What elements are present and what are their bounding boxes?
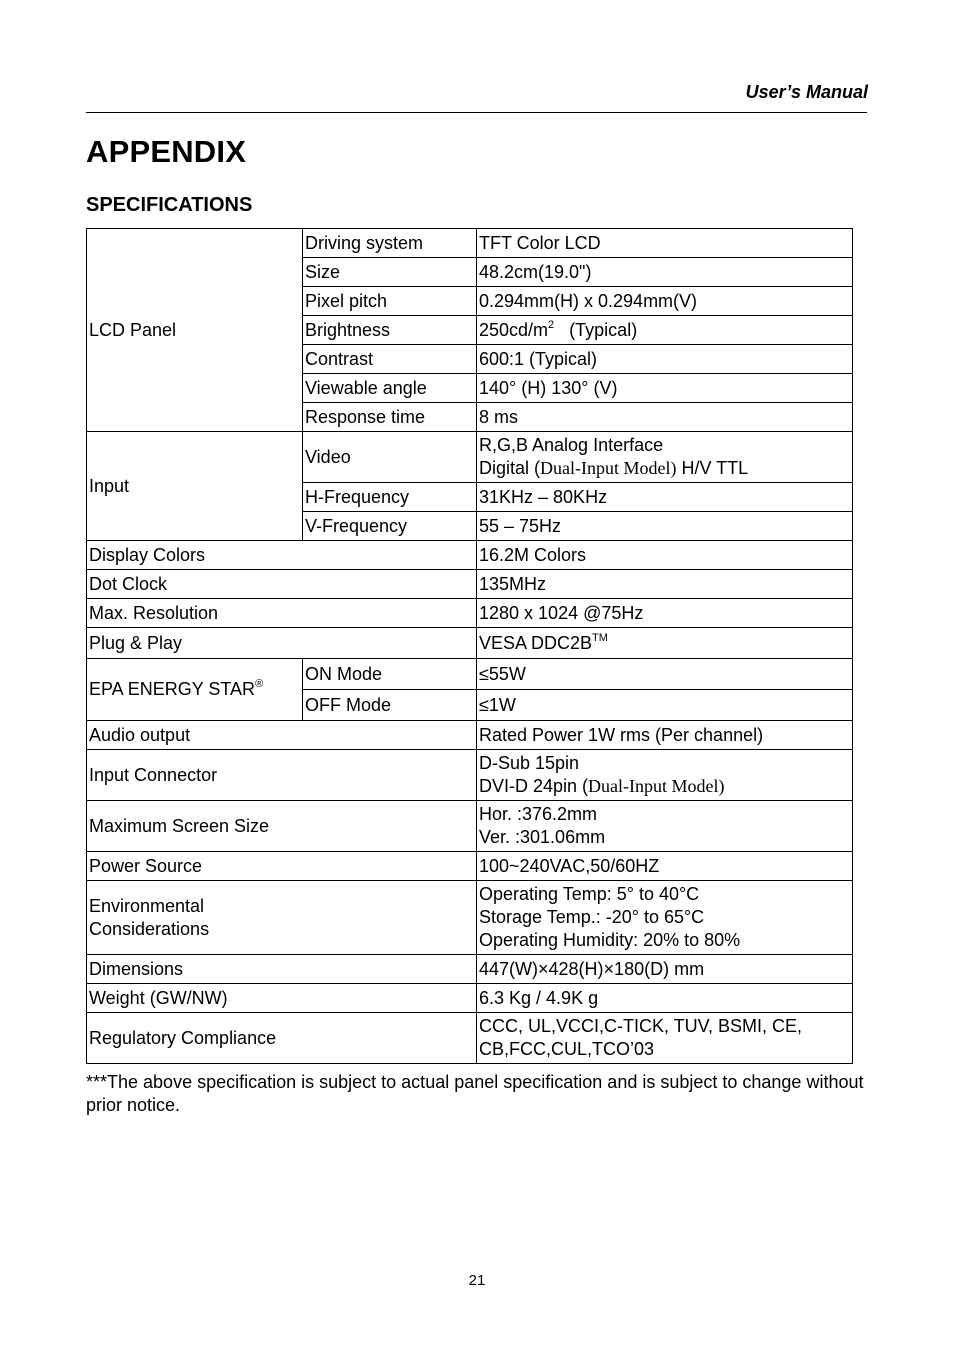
spec-label: [87, 881, 477, 955]
storage-temp: Storage Temp.: -20° to 65°C: [479, 907, 705, 927]
table-row: [87, 801, 853, 852]
header-divider: [86, 112, 867, 113]
table-row: [87, 955, 853, 984]
connector-line-2: [479, 775, 850, 798]
brightness-value: 250cd/m: [479, 319, 549, 340]
spec-value: 31KHz – 80KHz: [477, 483, 853, 512]
operating-humidity: Operating Humidity: 20% to 80%: [479, 930, 741, 950]
spec-label: OFF Mode: [303, 690, 477, 721]
spec-label: ON Mode: [303, 659, 477, 690]
specifications-table: [86, 228, 853, 1064]
table-row: [87, 432, 853, 483]
connector-line-2-pre: DVI-D 24pin (: [479, 776, 589, 796]
spec-group-label: LCD Panel: [87, 229, 303, 432]
table-row: [87, 721, 853, 750]
section-title: SPECIFICATIONS: [86, 194, 253, 216]
video-line-2: [479, 457, 850, 480]
spec-value: TFT Color LCD: [477, 229, 853, 258]
spec-label: Dimensions: [87, 955, 477, 984]
spec-label: Dot Clock: [87, 570, 477, 599]
spec-label: Max. Resolution: [87, 599, 477, 628]
table-row: [87, 881, 853, 955]
table-row: [87, 984, 853, 1013]
spec-value: 600:1 (Typical): [477, 345, 853, 374]
spec-label: Weight (GW/NW): [87, 984, 477, 1013]
spec-value: [477, 1013, 853, 1064]
environmental-label-line-2: Considerations: [89, 918, 210, 939]
spec-value: 48.2cm(19.0"): [477, 258, 853, 287]
spec-value: 135MHz: [477, 570, 853, 599]
brightness-suffix: (Typical): [554, 319, 638, 340]
plug-play-value: VESA DDC2B: [479, 632, 593, 653]
screen-size-vertical: Ver. :301.06mm: [479, 827, 606, 847]
spec-value: [477, 801, 853, 852]
table-row: [87, 541, 853, 570]
spec-label: Video: [303, 432, 477, 483]
table-row: [87, 599, 853, 628]
superscript: 2: [548, 318, 555, 331]
spec-value: ≤55W: [477, 659, 853, 690]
spec-value: ≤1W: [477, 690, 853, 721]
connector-line-1: D-Sub 15pin: [479, 753, 580, 773]
table-row: [87, 659, 853, 690]
spec-value: [477, 432, 853, 483]
spec-value: 100~240VAC,50/60HZ: [477, 852, 853, 881]
spec-value: 6.3 Kg / 4.9K g: [477, 984, 853, 1013]
spec-value: 0.294mm(H) x 0.294mm(V): [477, 287, 853, 316]
regulatory-line-2: CB,FCC,CUL,TCO’03: [479, 1039, 655, 1059]
video-line-1: R,G,B Analog Interface: [479, 435, 664, 455]
spec-label: Power Source: [87, 852, 477, 881]
table-row: [87, 1013, 853, 1064]
spec-label: Audio output: [87, 721, 477, 750]
spec-value: [477, 316, 853, 345]
spec-label: Response time: [303, 403, 477, 432]
page-number: 21: [468, 1272, 486, 1289]
dual-input-model-note: Dual-Input Model): [540, 458, 677, 478]
trademark-mark: TM: [592, 631, 608, 644]
video-line-2-post: H/V TTL: [676, 458, 749, 478]
table-row: [87, 229, 853, 258]
spec-label: Plug & Play: [87, 628, 477, 659]
spec-value: Rated Power 1W rms (Per channel): [477, 721, 853, 750]
spec-label: Input Connector: [87, 750, 477, 801]
spec-label: Size: [303, 258, 477, 287]
spec-label: Contrast: [303, 345, 477, 374]
registered-mark: ®: [255, 678, 264, 690]
spec-label: Pixel pitch: [303, 287, 477, 316]
spec-value: 1280 x 1024 @75Hz: [477, 599, 853, 628]
regulatory-line-1: CCC, UL,VCCI,C-TICK, TUV, BSMI, CE,: [479, 1016, 803, 1036]
table-row: [87, 628, 853, 659]
spec-label: Regulatory Compliance: [87, 1013, 477, 1064]
spec-label: Maximum Screen Size: [87, 801, 477, 852]
table-row: [87, 750, 853, 801]
spec-value: [477, 750, 853, 801]
dual-input-model-note: Dual-Input Model): [588, 776, 725, 796]
screen-size-horizontal: Hor. :376.2mm: [479, 804, 598, 824]
spec-value: 140° (H) 130° (V): [477, 374, 853, 403]
page-title: APPENDIX: [86, 134, 247, 169]
spec-label: H-Frequency: [303, 483, 477, 512]
spec-label: Brightness: [303, 316, 477, 345]
spec-group-label: [87, 659, 303, 721]
environmental-label-line-1: Environmental: [89, 895, 205, 916]
table-row: [87, 570, 853, 599]
operating-temp: Operating Temp: 5° to 40°C: [479, 884, 700, 904]
spec-label: Viewable angle: [303, 374, 477, 403]
spec-value: 55 – 75Hz: [477, 512, 853, 541]
spec-group-label: Input: [87, 432, 303, 541]
table-row: [87, 852, 853, 881]
running-header: User’s Manual: [745, 82, 868, 102]
spec-label: Driving system: [303, 229, 477, 258]
spec-value: [477, 628, 853, 659]
energy-star-label: EPA ENERGY STAR: [89, 679, 256, 699]
spec-value: [477, 881, 853, 955]
spec-value: 8 ms: [477, 403, 853, 432]
video-line-2-pre: Digital (: [479, 458, 541, 478]
spec-label: V-Frequency: [303, 512, 477, 541]
spec-value: 447(W)×428(H)×180(D) mm: [477, 955, 853, 984]
spec-value: 16.2M Colors: [477, 541, 853, 570]
footnote: ***The above specification is subject to actual panel specification and is subject to change without prior notice.: [86, 1072, 864, 1115]
spec-label: Display Colors: [87, 541, 477, 570]
